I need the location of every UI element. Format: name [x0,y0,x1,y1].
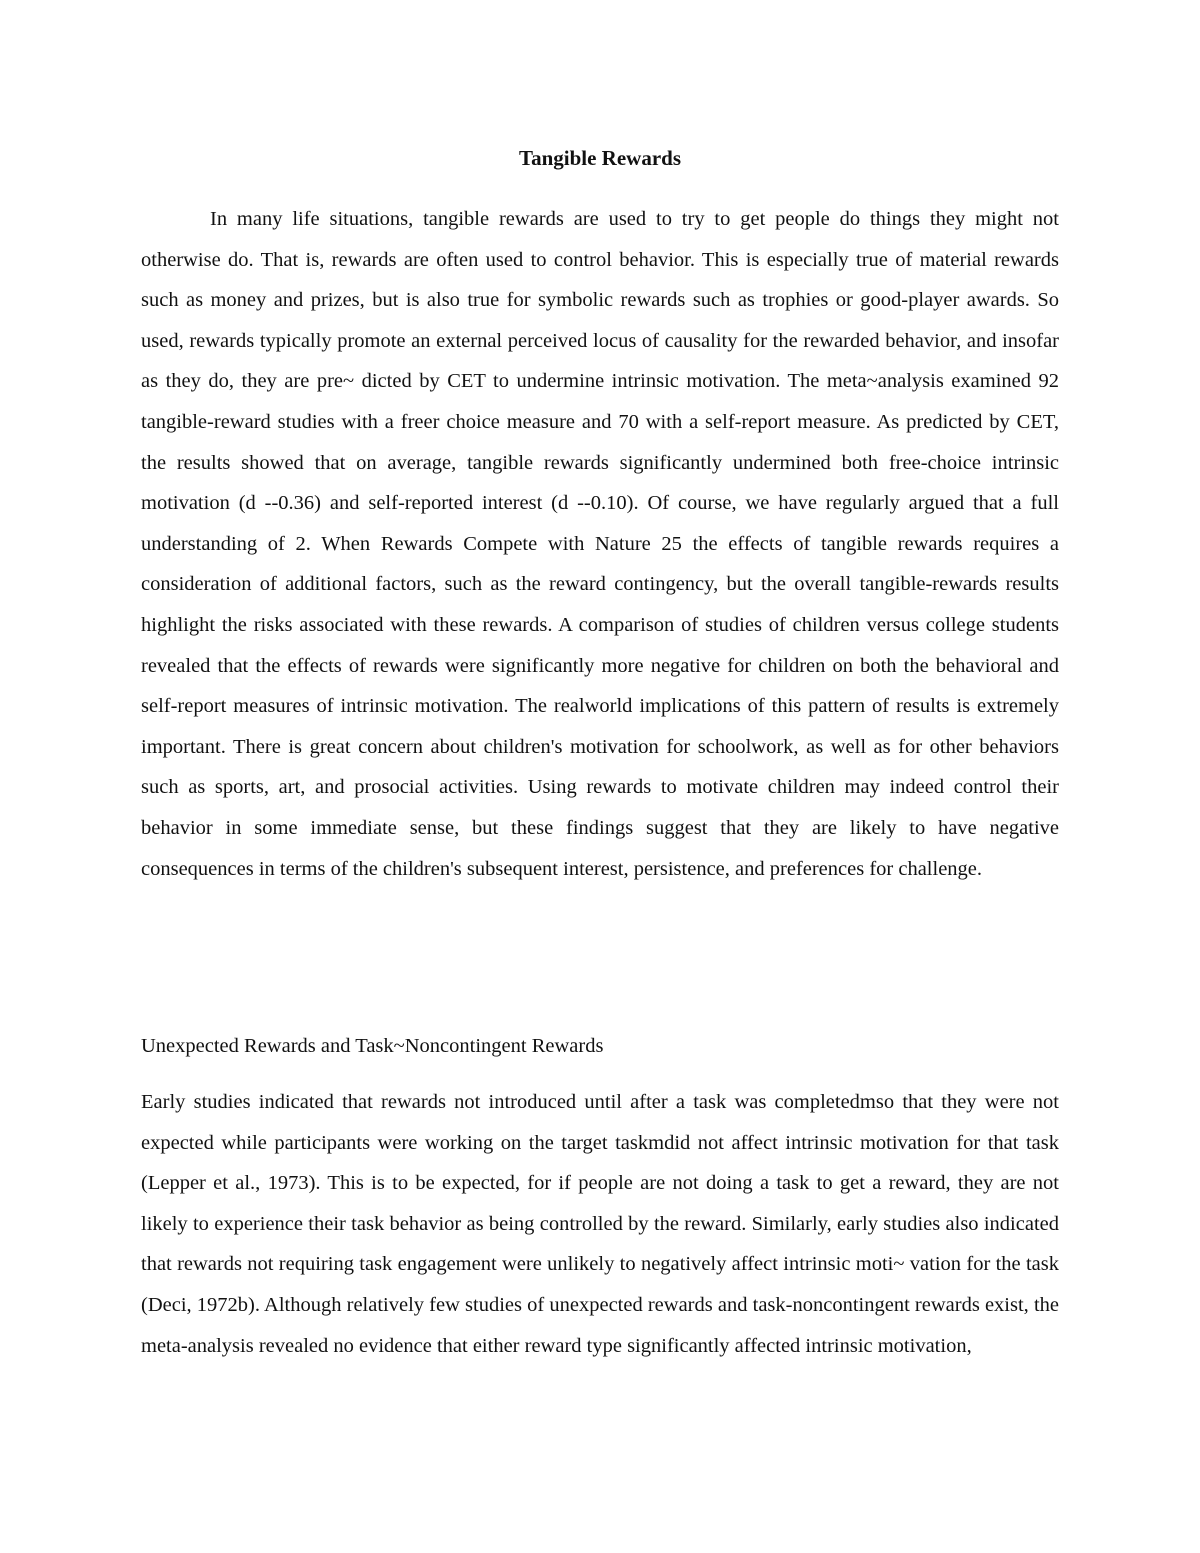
section-heading: Unexpected Rewards and Task~Noncontingent Rewards [141,1035,604,1057]
paragraph-unexpected-rewards: Early studies indicated that rewards not introduced until after a task was completedmso that they were not expected while participants were working on the target taskmdid not affect intrinsic motivation for that task (Lepper et al., 1973). This is to be expected, for if people are not doing a task to get a reward, they are not likely to experience their task behavior as being controlled by the reward. Similarly, early studies also indicated that rewards not requiring task engagement were unlikely to negatively affect intrinsic moti~ vation for the task (Deci, 1972b). Although relatively few studies of unexpected rewards and task-noncontingent rewards exist, the meta-analysis revealed no evidence that either reward type significantly affected intrinsic motivation, [141,1091,1059,1357]
paragraph-tangible-rewards: In many life situations, tangible rewards are used to try to get people do things they might not otherwise do. That is, rewards are often used to control behavior. This is especially true of material rewards such as money and prizes, but is also true for symbolic rewards such as trophies or good-player awards. So used, rewards typically promote an external perceived locus of causality for the rewarded behavior, and insofar as they do, they are pre~ dicted by CET to undermine intrinsic motivation. The meta~analysis examined 92 tangible-reward studies with a freer choice measure and 70 with a self-report measure. As predicted by CET, the results showed that on average, tangible rewards significantly undermined both free-choice intrinsic motivation (d --0.36) and self-reported interest (d --0.10). Of course, we have regularly argued that a full understanding of 2. When Rewards Compete with Nature 25 the effects of tangible rewards requires a consideration of additional factors, such as the reward contingency, but the overall tangible-rewards results highlight the risks associated with these rewards. A comparison of studies of children versus college students revealed that the effects of rewards were significantly more negative for children on both the behavioral and self-report measures of intrinsic motivation. The realworld implications of this pattern of results is extremely important. There is great concern about children's motivation for schoolwork, as well as for other behaviors such as sports, art, and prosocial activities. Using rewards to motivate children may indeed control their behavior in some immediate sense, but these findings suggest that they are likely to have negative consequences in terms of the children's subsequent interest, persistence, and preferences for challenge. [141,208,1059,880]
page-title: Tangible Rewards [518,146,681,170]
document-page [141,0,1059,1553]
